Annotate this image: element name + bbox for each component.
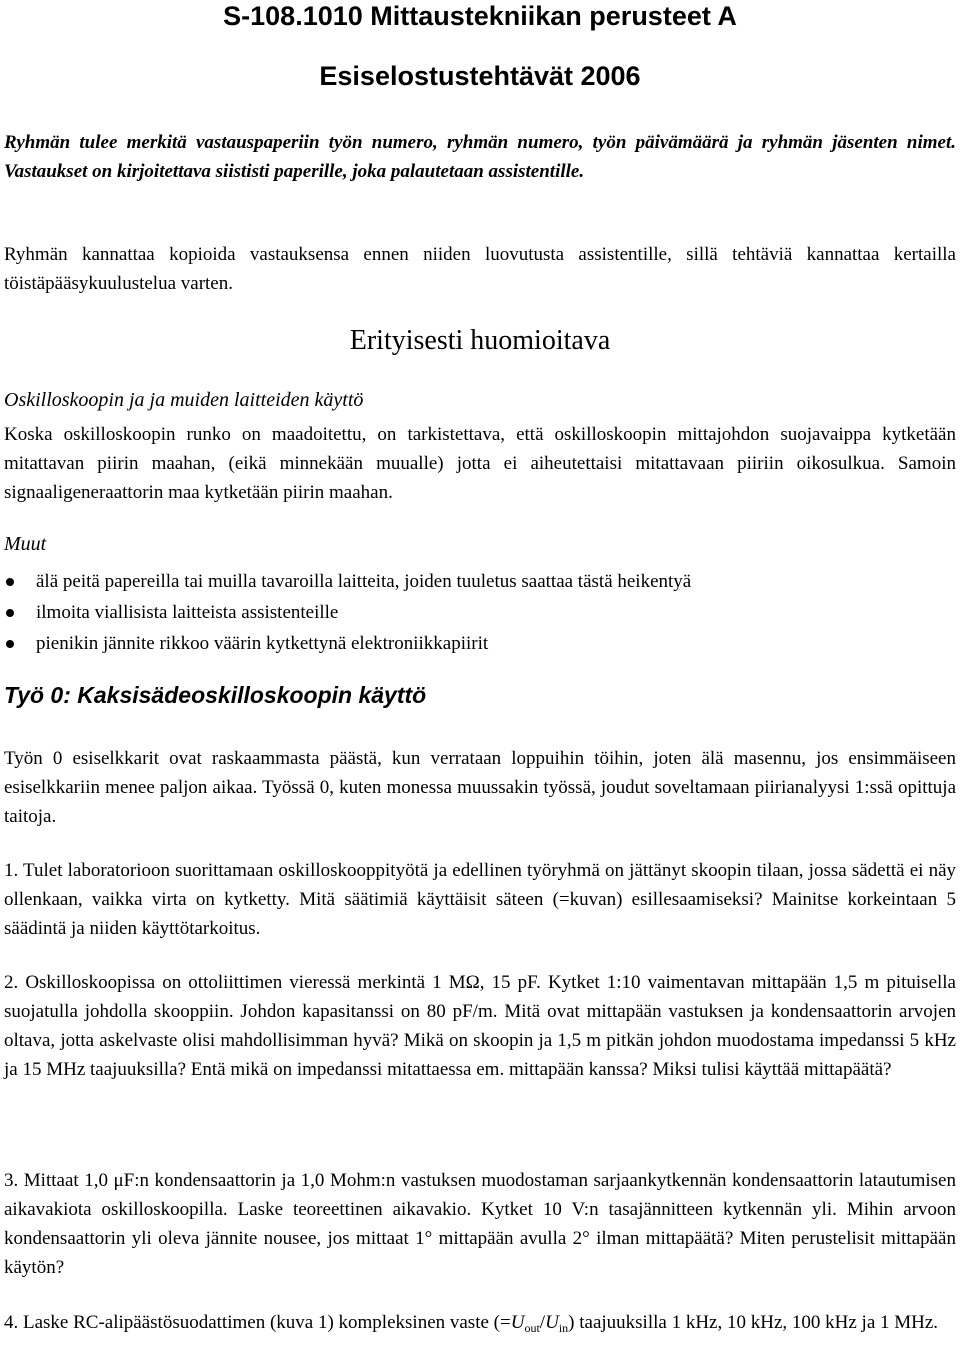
- oscilloscope-paragraph: Koska oskilloskoopin runko on maadoitettu, on tarkistettava, että oskilloskoopin mittajohdon suojavaippa kytketään mitattavan piirin maahan, (eikä minnekään muualle) jotta ei aiheutettaisi mitattavaan piiriin oikosulkua. Samoin signaaligeneraattorin maa kytketään piirin maahan.: [4, 424, 956, 503]
- bullet-text: pienikin jännite rikkoo väärin kytkettynä elektroniikkapiirit: [36, 633, 489, 654]
- subscript-in: in: [558, 1321, 569, 1335]
- list-item: [4, 566, 956, 597]
- course-title: S-108.1010 Mittaustekniikan perusteet A: [223, 1, 737, 31]
- work0-intro-paragraph: Työn 0 esiselkkarit ovat raskaammasta päästä, kun verrataan loppuihin töihin, joten älä masennu, jos ensimmäiseen esiselkkariin menee paljon aikaa. Työssä 0, kuten monessa muussakin työssä, joudut soveltamaan piirianalyysi 1:ssä opittuja taitoja.: [4, 748, 956, 827]
- question-2: 2. Oskilloskoopissa on ottoliittimen vieressä merkintä 1 MΩ, 15 pF. Kytket 1:10 vaimentavan mittapään 1,5 m pituisella suojatulla johdolla skooppiin. Johdon kapasitanssi on 80 pF/m. Mitä ovat mittapään vastuksen ja kondensaattorin arvojen oltava, jotta askelvaste olisi mahdollisimman hyvä? Mikä on skoopin ja 1,5 m pitkän johdon muodostama impedanssi 5 kHz ja 15 MHz taajuuksilla? Entä mikä on impedanssi mitattaessa em. mittapään kanssa? Miksi tulisi käyttää mittapäätä?: [4, 972, 956, 1080]
- question-4-lead: 4. Laske RC-alipäästösuodattimen (kuva 1) kompleksinen vaste (=: [4, 1312, 511, 1333]
- u-out-symbol: U: [510, 1312, 525, 1333]
- question-3: 3. Mittaat 1,0 μF:n kondensaattorin ja 1,0 Mohm:n vastuksen muodostaman sarjaankytkennän kondensaattorin latautumisen aikavakiota oskilloskoopilla. Laske teoreettinen aikavakio. Kytket 10 V:n tasajännitteen kytkennän yli. Mihin arvoon kondensaattorin yli oleva jännite nousee, jos mittaat 1° mittapään avulla 2° ilman mittapäätä? Miten perustelisit mittapään käytön?: [4, 1170, 956, 1278]
- document-title: Esiselostustehtävät 2006: [319, 61, 641, 91]
- instructions-paragraph: Ryhmän tulee merkitä vastauspaperiin työn numero, ryhmän numero, työn päivämäärä ja ryhmän jäsenten nimet. Vastaukset on kirjoitettava siististi paperille, joka palautetaan assistentille.: [4, 132, 956, 182]
- notice-heading: [4, 324, 956, 358]
- u-in-symbol: U: [545, 1312, 559, 1333]
- work0-heading: Työ 0: Kaksisädeoskilloskoopin käyttö: [4, 682, 427, 708]
- other-subheading: Muut: [4, 533, 47, 555]
- notice-bullet-list: [4, 566, 956, 659]
- notice-heading-text: Erityisesti huomioitava: [349, 325, 611, 356]
- bullet-text: ilmoita viallisista laitteista assistenteille: [36, 602, 339, 623]
- bullet-icon: [6, 609, 14, 617]
- division-slash: /: [539, 1312, 546, 1333]
- oscilloscope-subheading: Oskilloskoopin ja ja muiden laitteiden käyttö: [4, 389, 364, 411]
- list-item: [4, 597, 956, 628]
- subscript-out: out: [524, 1321, 540, 1335]
- bullet-icon: [6, 640, 14, 648]
- copy-advice-paragraph: Ryhmän kannattaa kopioida vastauksensa ennen niiden luovutusta assistentille, sillä tehtäviä kannattaa kertailla töistäpääsykuulustelua varten.: [4, 244, 956, 294]
- bullet-icon: [6, 578, 14, 586]
- question-4-tail: ) taajuuksilla 1 kHz, 10 kHz, 100 kHz ja 1 MHz.: [568, 1312, 939, 1333]
- question-4: [4, 1308, 956, 1337]
- question-1: 1. Tulet laboratorioon suorittamaan oskilloskooppityötä ja edellinen työryhmä on jättänyt skoopin tilaan, jossa sädettä ei näy ollenkaan, vaikka virta on kytketty. Mitä säätimiä käyttäisit säteen (=kuvan) esillesaamiseksi? Mainitse korkeintaan 5 säädintä ja niiden käyttötarkoitus.: [4, 860, 956, 939]
- bullet-text: älä peitä papereilla tai muilla tavaroilla laitteita, joiden tuuletus saattaa tästä heikentyä: [36, 571, 692, 592]
- list-item: [4, 628, 956, 659]
